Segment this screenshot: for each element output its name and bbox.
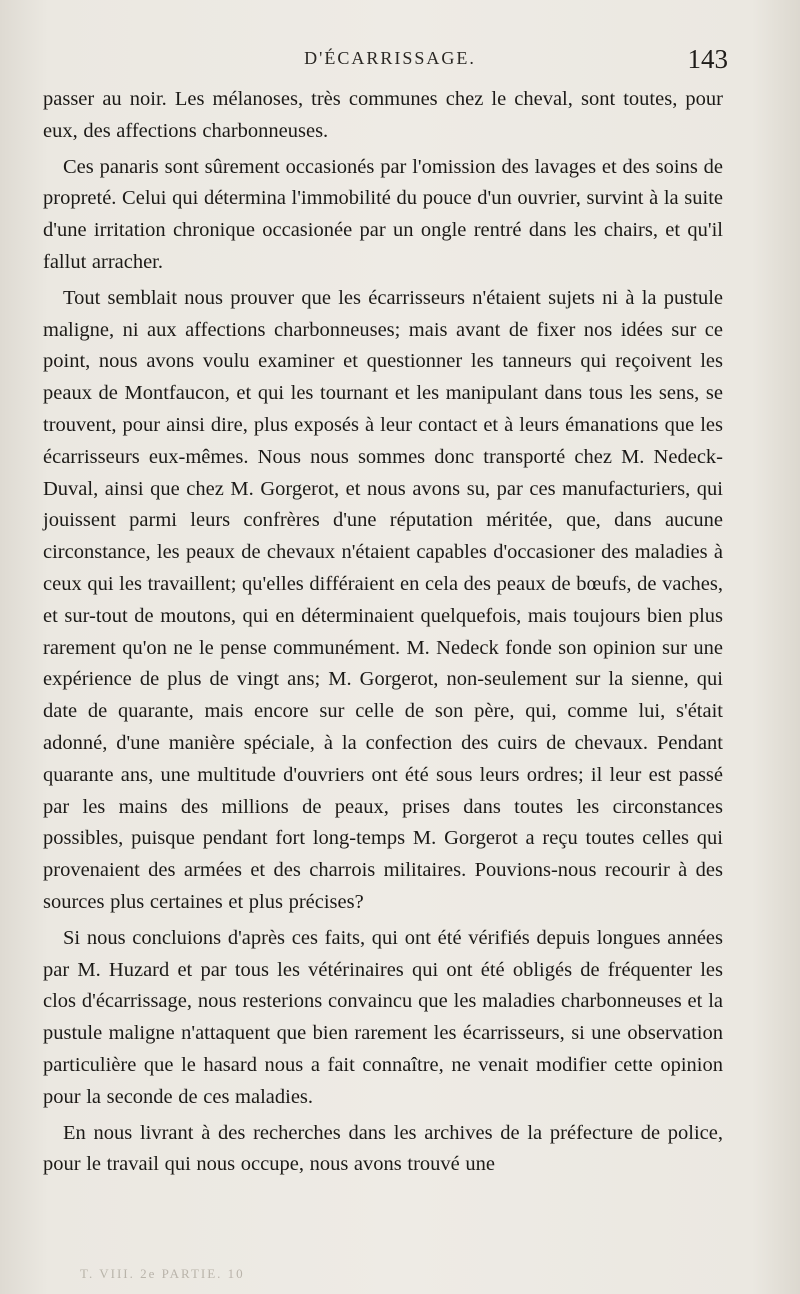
paragraph-5: En nous livrant à des recherches dans les archives de la préfecture de police, pour le travail qui nous occupe, nous avons trouvé une — [43, 1121, 723, 1176]
paragraph-3: Tout semblait nous prouver que les écarrisseurs n'étaient sujets ni à la pustule maligne, ni aux affections charbonneuses; mais avant de fixer nos idées sur ce point, nous avons voulu examiner et questionner les tanneurs qui reçoivent les peaux de Montfaucon, et qui les tournant et les manipulant dans tous les sens, se trouvent, pour ainsi dire, plus exposés à leur contact et à leurs émanations que les écarrisseurs eux-mêmes. Nous nous sommes donc transporté chez M. Nedeck-Duval, ainsi que chez M. Gorgerot, et nous avons su, par ces manufacturiers, qui jouissent parmi leurs confrères d'une réputation méritée, que, dans aucune circonstance, les peaux de chevaux n'étaient capables d'occasioner des maladies à ceux qui les travaillent; qu'elles différaient en cela des peaux de bœufs, de vaches, et sur-tout de moutons, qui en déterminaient quelquefois, mais toujours bien plus rarement qu'on ne le pense communément. M. Nedeck fonde son opinion sur une expérience de plus de vingt ans; M. Gorgerot, non-seulement sur la sienne, qui date de quarante, mais encore sur celle de son père, qui, comme lui, s'était adonné, d'une manière spéciale, à la confection des cuirs de chevaux. Pendant quarante ans, une multitude d'ouvriers ont été sous leurs ordres; il leur est passé par les mains des millions de peaux, prises dans toutes les circonstances possibles, puisque pendant fort long-temps M. Gorgerot a reçu toutes celles qui provenaient des armées et des charrois militaires. Pouvions-nous recourir à des sources plus certaines et plus précises? — [43, 286, 723, 913]
paragraph-4: Si nous concluions d'après ces faits, qui ont été vérifiés depuis longues années par M. Huzard et par tous les vétérinaires qui ont été obligés de fréquenter les clos d'écarrissage, nous resterions convaincu que les maladies charbonneuses et la pustule maligne n'attaquent que bien rarement les écarrisseurs, si une observation particulière que le hasard nous a fait connaître, ne venait modifier cette opinion pour la seconde de ces maladies. — [43, 926, 723, 1108]
paragraph-2: Ces panaris sont sûrement occasionés par l'omission des lavages et des soins de propreté. Celui qui détermina l'immobilité du pouce d'un ouvrier, survint à la suite d'une irritation chronique occasionée par un ongle rentré dans les chairs, et qu'il fallut arracher. — [43, 155, 723, 273]
running-title: D'ÉCARRISSAGE. — [304, 48, 476, 68]
paragraph-1: passer au noir. Les mélanoses, très communes chez le cheval, sont toutes, pour eux, des affections charbonneuses. — [43, 88, 723, 142]
body-text — [43, 84, 723, 1181]
page-header — [40, 44, 740, 84]
bleed-through-signature: T. VIII. 2e PARTIE. 10 — [80, 1266, 245, 1281]
page-number: 143 — [687, 44, 728, 74]
